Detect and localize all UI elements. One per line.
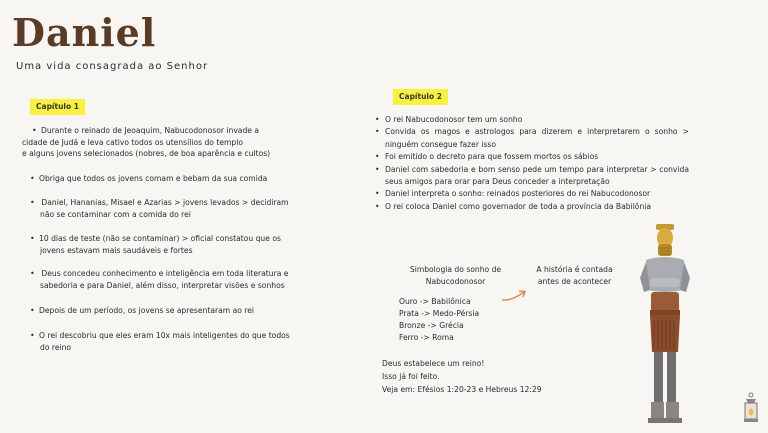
chapter-1-bullet: • Depois de um período, os jovens se apresentaram ao rei xyxy=(30,305,340,317)
chapter-1-bullet: • O rei descobriu que eles eram 10x mais inteligentes do que todos do reino xyxy=(30,330,340,353)
chapter-2-bullet: • Foi emitido o decreto para que fossem mortos os sábios xyxy=(373,151,689,163)
history-note: A história é contada antes de acontecer xyxy=(536,265,613,286)
chapter-2-bullet: • Daniel com sabedoria e bom senso pede um tempo para interpretar > convida seus amigos para orar para Deus conceder a interpretação xyxy=(373,164,689,189)
curved-arrow-icon xyxy=(500,287,528,303)
metal-item: Ouro -> Babilônica xyxy=(399,297,471,306)
chapter-2-bullet: • Daniel interpreta o sonho: reinados posteriores do rei Nabucodonosor xyxy=(373,188,689,200)
chapter-2-bullet: • O rei Nabucodonosor tem um sonho xyxy=(373,114,689,126)
chapter-2-badge: Capítulo 2 xyxy=(393,89,448,105)
page-subtitle: Uma vida consagrada ao Senhor xyxy=(16,61,209,72)
chapter-1-intro xyxy=(22,125,270,160)
intro-line: e alguns jovens selecionados (nobres, de boa aparência e cultos) xyxy=(22,149,271,158)
chapter-2-list xyxy=(373,114,689,213)
metal-item: Ferro -> Roma xyxy=(399,333,454,342)
intro-line: • Durante o reinado de Jeoaquim, Nabucodonosor invade a xyxy=(22,125,270,137)
metal-item: Prata -> Medo-Pérsia xyxy=(399,309,480,318)
chapter-2-bullet: • Convida os magos e astrologos para dizerem e interpretarem o sonho > ninguém consegue fazer isso xyxy=(373,126,689,151)
chapter-1-badge: Capítulo 1 xyxy=(30,99,85,115)
page-title: Daniel xyxy=(12,10,157,55)
statue-illustration xyxy=(636,220,694,426)
metal-item: Bronze -> Grécia xyxy=(399,321,464,330)
closing-text: Deus estabelece um reino! Isso já foi feito. Veja em: Efésios 1:20-23 e Hebreus 12:29 xyxy=(382,359,542,394)
chapter-1-bullet: • Daniel, Hananias, Misael e Azarias > jovens levados > decidiram não se contaminar com a comida do rei xyxy=(30,197,340,220)
chapter-1-bullet: • 10 dias de teste (não se contaminar) > oficial constatou que os jovens estavam mais saudáveis e fortes xyxy=(30,233,340,256)
chapter-2-bullet: • O rei coloca Daniel como governador de toda a província da Babilônia xyxy=(373,201,689,213)
symbology-title: Simbologia do sonho de Nabucodonosor xyxy=(409,265,502,286)
metals-list xyxy=(399,296,479,344)
lantern-icon xyxy=(741,392,761,426)
chapter-1-bullet: • Deus concedeu conhecimento e inteligência em toda literatura e sabedoria e para Daniel, além disso, interpretar visões e sonhos xyxy=(30,268,340,291)
chapter-1-bullet: • Obriga que todos os jovens comam e bebam da sua comida xyxy=(30,173,335,185)
intro-line: cidade de Judá e leva cativo todos os utensílios do templo xyxy=(22,137,243,147)
